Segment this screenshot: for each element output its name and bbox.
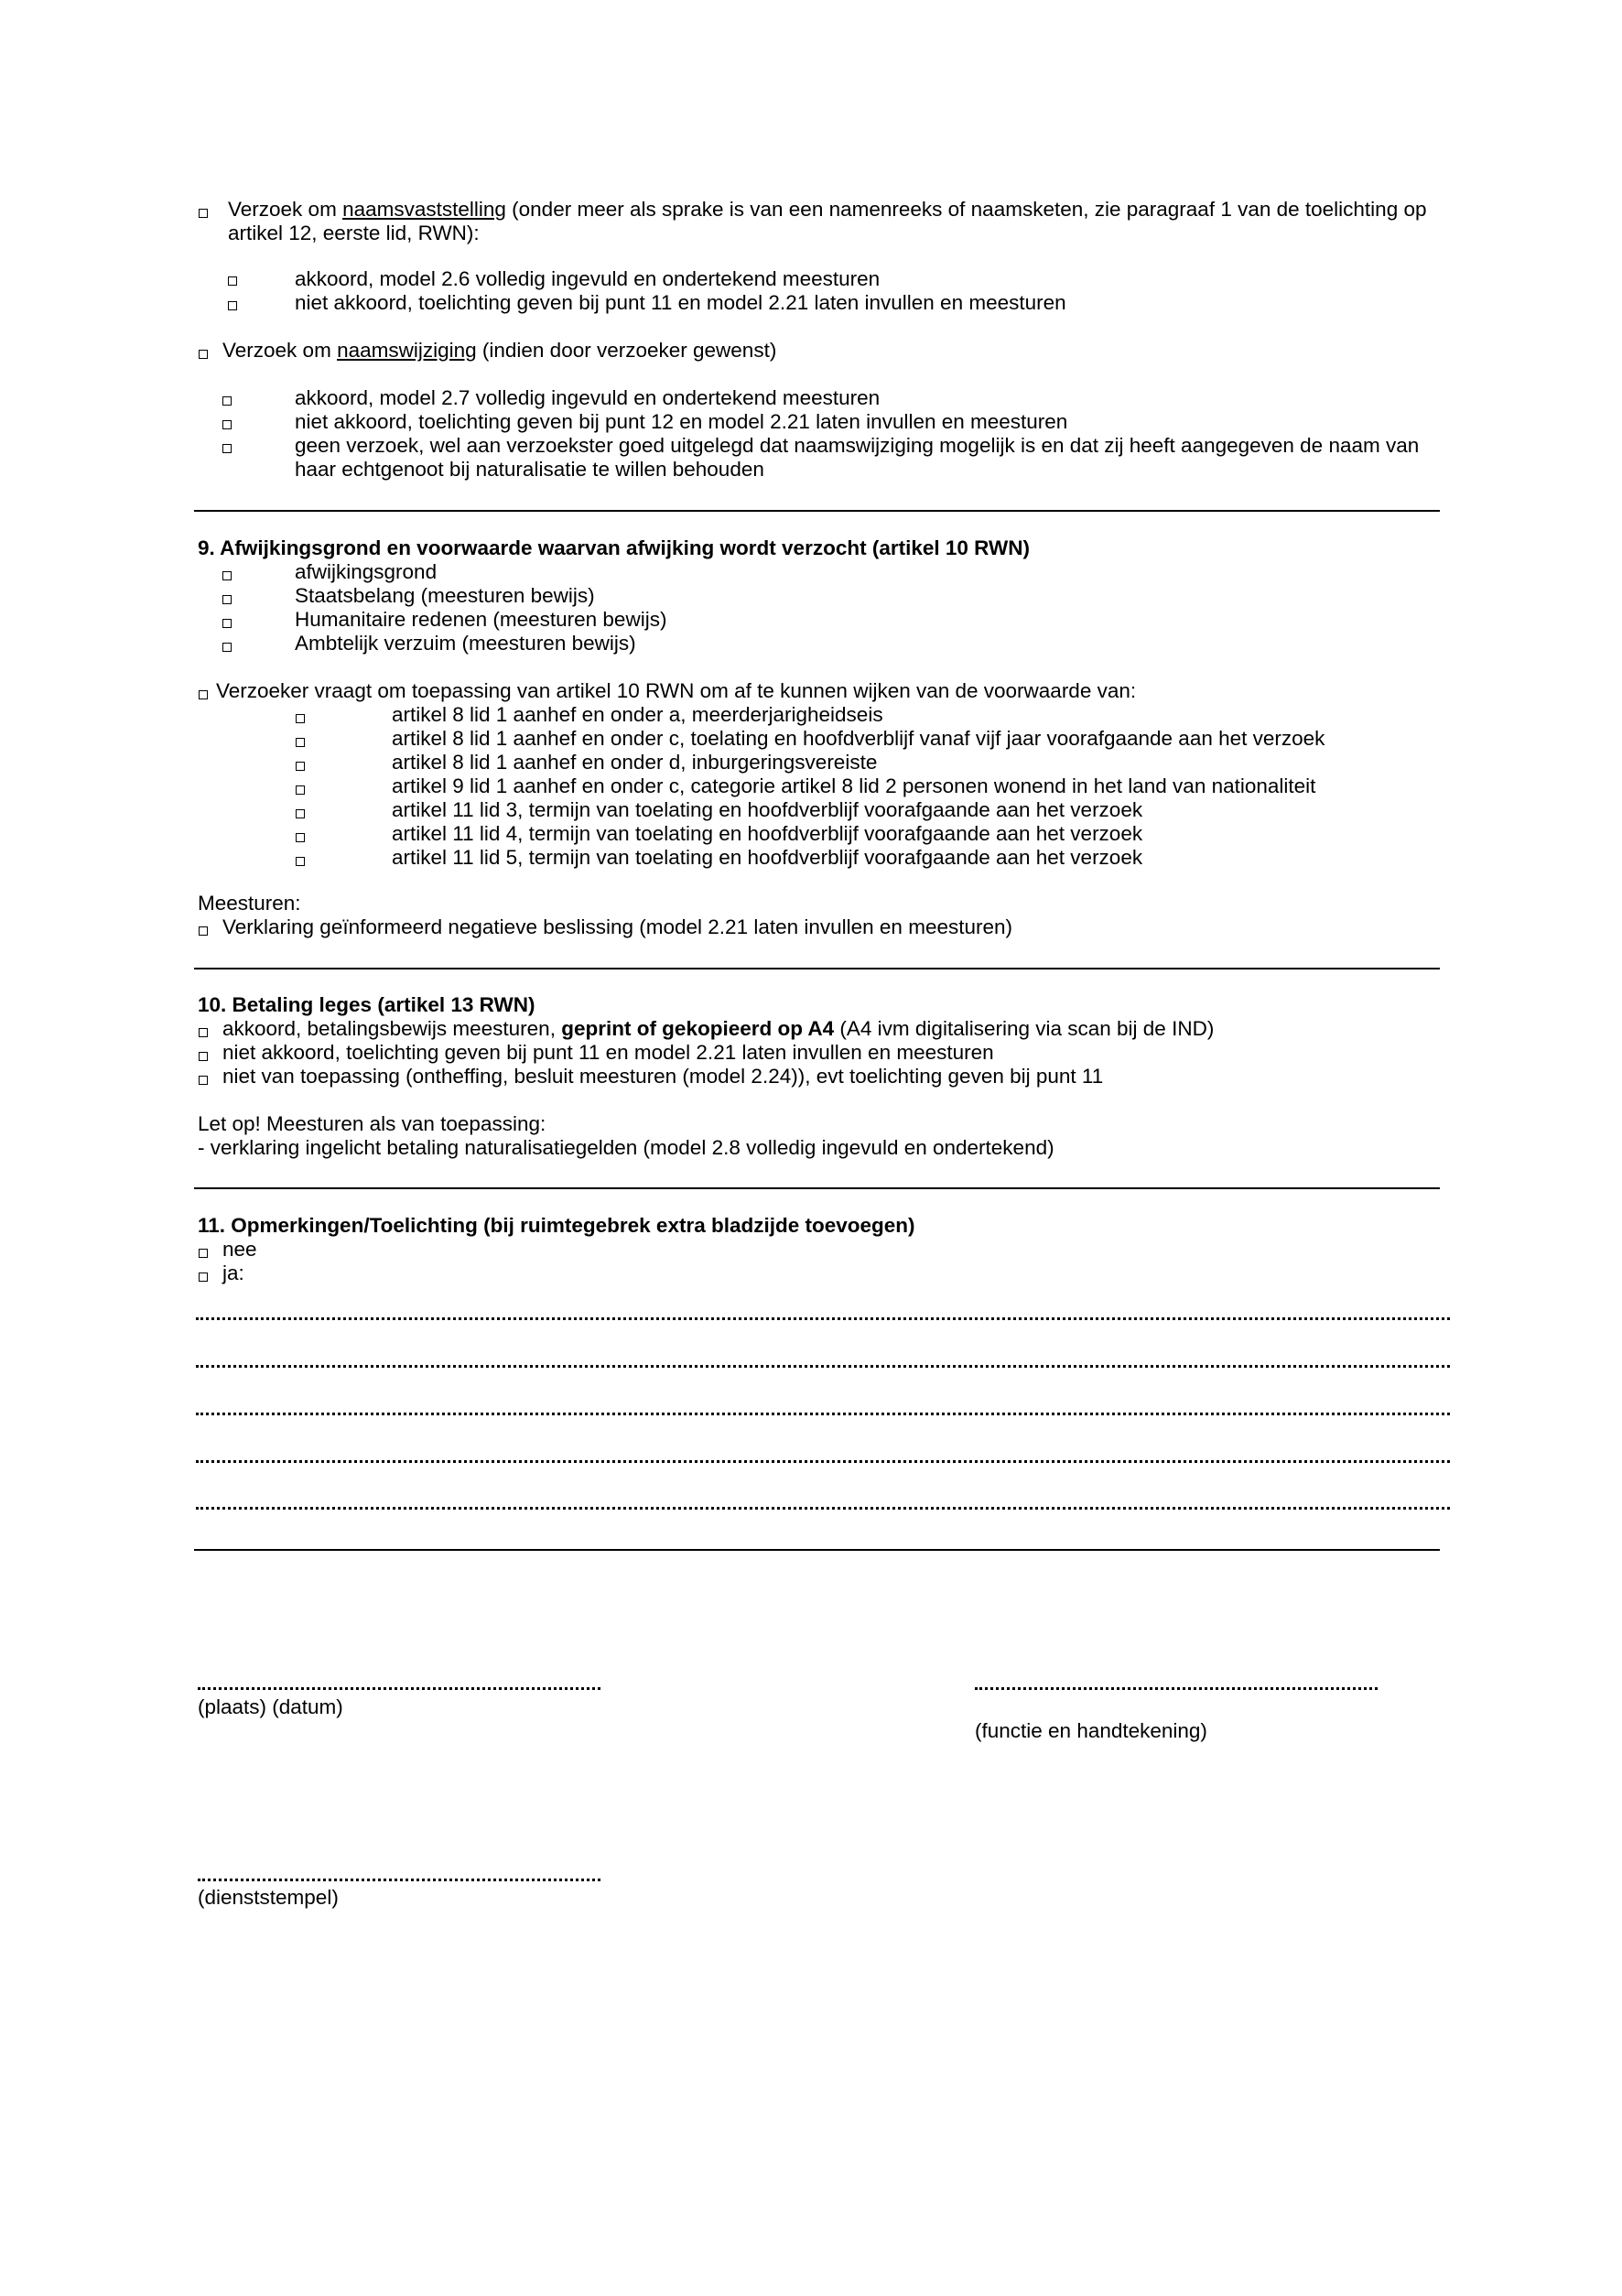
checkbox-condition-3[interactable] [296,762,305,771]
naamswijziging-option-geen-verzoek-cont: haar echtgenoot bij naturalisatie te willen behouden [295,458,764,481]
section-divider [194,1549,1440,1551]
naamswijziging-option-geen-verzoek: geen verzoek, wel aan verzoekster goed uitgelegd dat naamswijziging mogelijk is en dat zij heeft aangegeven de naam van [295,434,1420,457]
checkbox-staatsbelang[interactable] [222,595,232,604]
checkbox-naamswijziging[interactable] [199,350,208,359]
function-signature-label: (functie en handtekening) [975,1719,1207,1742]
remarks-line-3[interactable] [196,1413,1450,1415]
place-date-label: (plaats) (datum) [198,1695,343,1718]
checkbox-verzoek-artikel-10[interactable] [199,690,208,699]
text: (indien door verzoeker gewenst) [476,339,777,362]
checkbox-naamswijziging-geen-verzoek[interactable] [222,444,232,453]
leges-option-niet-van-toepassing: niet van toepassing (ontheffing, besluit meesturen (model 2.24)), evt toelichting geven bij punt 11 [222,1065,1104,1088]
remarks-line-2[interactable] [196,1365,1450,1368]
condition-item: artikel 11 lid 5, termijn van toelating en hoofdverblijf voorafgaande aan het verzoek [392,846,1143,869]
naamsvaststelling-option-niet-akkoord: niet akkoord, toelichting geven bij punt 11 en model 2.21 laten invullen en meesturen [295,291,1066,314]
text: (onder meer als sprake is van een namenreeks of naamsketen, zie paragraaf 1 van de toelichting op [505,198,1427,221]
checkbox-condition-2[interactable] [296,738,305,747]
checkbox-naamswijziging-niet-akkoord[interactable] [222,420,232,429]
condition-item: artikel 9 lid 1 aanhef en onder c, categorie artikel 8 lid 2 personen wonend in het land van nationaliteit [392,774,1316,797]
checkbox-leges-akkoord[interactable] [199,1028,208,1037]
condition-item: artikel 8 lid 1 aanhef en onder c, toelating en hoofdverblijf vanaf vijf jaar voorafgaande aan het verzoek [392,727,1325,750]
naamsvaststelling-line2: artikel 12, eerste lid, RWN): [228,222,480,244]
leges-option-niet-akkoord: niet akkoord, toelichting geven bij punt 11 en model 2.21 laten invullen en meesturen [222,1041,994,1064]
section9-request-line: Verzoeker vraagt om toepassing van artikel 10 RWN om af te kunnen wijken van de voorwaarde van: [216,679,1137,702]
stamp-line[interactable] [198,1879,600,1881]
stamp-label: (dienststempel) [198,1886,339,1909]
section-divider [194,968,1440,969]
section11-title: 11. Opmerkingen/Toelichting (bij ruimtegebrek extra bladzijde toevoegen) [198,1214,915,1237]
ground-afwijkingsgrond: afwijkingsgrond [295,560,438,583]
checkbox-condition-1[interactable] [296,714,305,723]
condition-item: artikel 11 lid 4, termijn van toelating en hoofdverblijf voorafgaande aan het verzoek [392,822,1143,845]
naamsvaststelling-line1 [228,198,1427,222]
section-divider [194,510,1440,512]
ground-humanitaire-redenen: Humanitaire redenen (meesturen bewijs) [295,608,667,631]
section9-send-item: Verklaring geïnformeerd negatieve beslissing (model 2.21 laten invullen en meesturen) [222,915,1012,938]
naamswijziging-link: naamswijziging [337,339,477,362]
checkbox-condition-6[interactable] [296,833,305,842]
naamsvaststelling-link: naamsvaststelling [342,198,506,221]
condition-item: artikel 11 lid 3, termijn van toelating en hoofdverblijf voorafgaande aan het verzoek [392,798,1143,821]
condition-item: artikel 8 lid 1 aanhef en onder a, meerderjarigheidseis [392,703,883,726]
text: (A4 ivm digitalisering via scan bij de IND) [834,1017,1215,1040]
remarks-line-4[interactable] [196,1460,1450,1463]
checkbox-naamsvaststelling[interactable] [199,209,208,218]
checkbox-condition-7[interactable] [296,857,305,866]
function-signature-line[interactable] [975,1687,1378,1690]
checkbox-naamsvaststelling-akkoord[interactable] [228,276,237,286]
section9-send-label: Meesturen: [198,892,301,915]
checkbox-opmerkingen-ja[interactable] [199,1273,208,1282]
leges-option-akkoord [222,1017,1214,1041]
section10-note-title: Let op! Meesturen als van toepassing: [198,1112,546,1135]
naamswijziging-option-akkoord: akkoord, model 2.7 volledig ingevuld en ondertekend meesturen [295,386,881,409]
remarks-line-5[interactable] [196,1507,1450,1510]
checkbox-verklaring-negatieve-beslissing[interactable] [199,926,208,936]
checkbox-humanitaire-redenen[interactable] [222,619,232,628]
checkbox-condition-5[interactable] [296,809,305,818]
place-date-line[interactable] [198,1687,600,1690]
text: Verzoek om [222,339,338,362]
opmerkingen-option-nee: nee [222,1238,257,1261]
section9-title: 9. Afwijkingsgrond en voorwaarde waarvan afwijking wordt verzocht (artikel 10 RWN) [198,536,1030,559]
checkbox-naamsvaststelling-niet-akkoord[interactable] [228,301,237,310]
text: Verzoek om [228,198,343,221]
checkbox-afwijkingsgrond[interactable] [222,571,232,580]
opmerkingen-option-ja: ja: [222,1262,244,1284]
naamswijziging-line [222,339,776,363]
naamswijziging-option-niet-akkoord: niet akkoord, toelichting geven bij punt 12 en model 2.21 laten invullen en meesturen [295,410,1068,433]
naamsvaststelling-option-akkoord: akkoord, model 2.6 volledig ingevuld en ondertekend meesturen [295,267,881,290]
checkbox-leges-niet-van-toepassing[interactable] [199,1076,208,1085]
checkbox-naamswijziging-akkoord[interactable] [222,396,232,406]
emphasis: geprint of gekopieerd op A4 [561,1017,835,1040]
section-divider [194,1187,1440,1189]
section10-note-item: - verklaring ingelicht betaling naturalisatiegelden (model 2.8 volledig ingevuld en ondertekend) [198,1136,1054,1159]
ground-staatsbelang: Staatsbelang (meesturen bewijs) [295,584,595,607]
remarks-line-1[interactable] [196,1317,1450,1320]
section10-title: 10. Betaling leges (artikel 13 RWN) [198,993,535,1016]
text: akkoord, betalingsbewijs meesturen, [222,1017,562,1040]
checkbox-leges-niet-akkoord[interactable] [199,1052,208,1061]
checkbox-condition-4[interactable] [296,785,305,795]
checkbox-opmerkingen-nee[interactable] [199,1249,208,1258]
ground-ambtelijk-verzuim: Ambtelijk verzuim (meesturen bewijs) [295,632,636,655]
condition-item: artikel 8 lid 1 aanhef en onder d, inburgeringsvereiste [392,751,878,774]
checkbox-ambtelijk-verzuim[interactable] [222,643,232,652]
